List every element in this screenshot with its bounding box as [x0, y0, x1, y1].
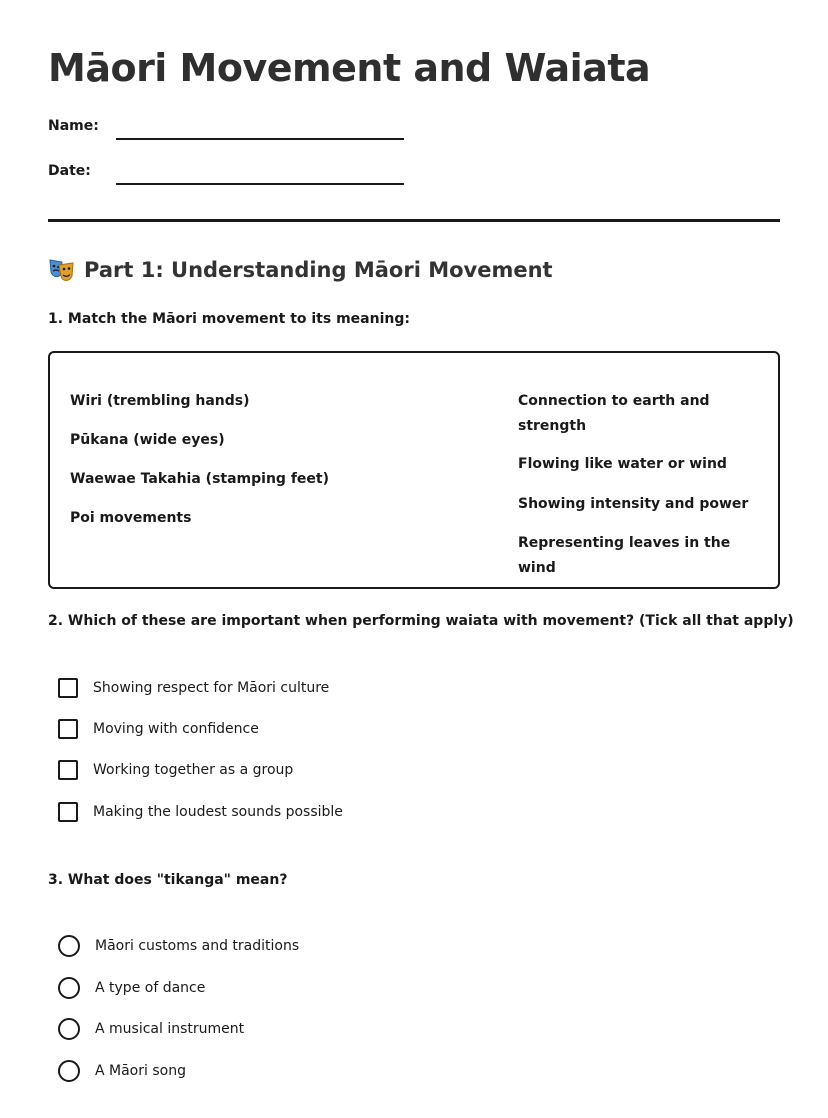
question-2-prompt: 2. Which of these are important when performing waiata with movement? (Tick all that apply)	[48, 613, 794, 629]
q3-option-label: A musical instrument	[95, 1021, 245, 1037]
q3-option[interactable]	[58, 976, 205, 1000]
part1-heading-text: Part 1: Understanding Māori Movement	[84, 258, 553, 282]
movement-item[interactable]: Wiri (trembling hands)	[70, 393, 250, 409]
q2-option-label: Working together as a group	[93, 762, 294, 778]
q3-option[interactable]	[58, 934, 299, 958]
q3-option[interactable]	[58, 1017, 244, 1041]
q2-option[interactable]	[58, 758, 293, 782]
matching-box	[48, 351, 780, 589]
meaning-item[interactable]: Representing leaves in the wind	[518, 535, 731, 576]
performing-arts-mask-icon	[48, 256, 76, 284]
q2-option-label: Showing respect for Māori culture	[93, 680, 330, 696]
checkbox[interactable]	[58, 760, 78, 780]
q3-option[interactable]	[58, 1059, 186, 1083]
movement-item[interactable]: Waewae Takahia (stamping feet)	[70, 471, 329, 487]
meaning-item[interactable]: Showing intensity and power	[518, 496, 749, 512]
radio-button[interactable]	[58, 1060, 80, 1082]
date-label: Date:	[48, 163, 91, 179]
q2-option-label: Making the loudest sounds possible	[93, 804, 343, 820]
worksheet-title: Māori Movement and Waiata	[48, 46, 651, 90]
radio-button[interactable]	[58, 935, 80, 957]
checkbox[interactable]	[58, 719, 78, 739]
q2-option-label: Moving with confidence	[93, 721, 259, 737]
part1-heading	[48, 256, 553, 284]
question-1-prompt: 1. Match the Māori movement to its meaning:	[48, 311, 410, 327]
q3-option-label: Māori customs and traditions	[95, 938, 300, 954]
radio-button[interactable]	[58, 1018, 80, 1040]
q2-option[interactable]	[58, 676, 329, 700]
q3-option-label: A Māori song	[95, 1063, 186, 1079]
q3-option-label: A type of dance	[95, 980, 206, 996]
name-field[interactable]	[116, 138, 404, 140]
radio-button[interactable]	[58, 977, 80, 999]
q2-option[interactable]	[58, 717, 259, 741]
header-divider	[48, 219, 780, 222]
date-field[interactable]	[116, 183, 404, 185]
meaning-item[interactable]: Connection to earth and strength	[518, 393, 710, 434]
movement-item[interactable]: Poi movements	[70, 510, 192, 526]
meaning-item[interactable]: Flowing like water or wind	[518, 456, 727, 472]
movement-item[interactable]: Pūkana (wide eyes)	[70, 432, 225, 448]
q2-option[interactable]	[58, 800, 343, 824]
name-label: Name:	[48, 118, 99, 134]
question-3-prompt: 3. What does "tikanga" mean?	[48, 872, 288, 888]
checkbox[interactable]	[58, 802, 78, 822]
checkbox[interactable]	[58, 678, 78, 698]
